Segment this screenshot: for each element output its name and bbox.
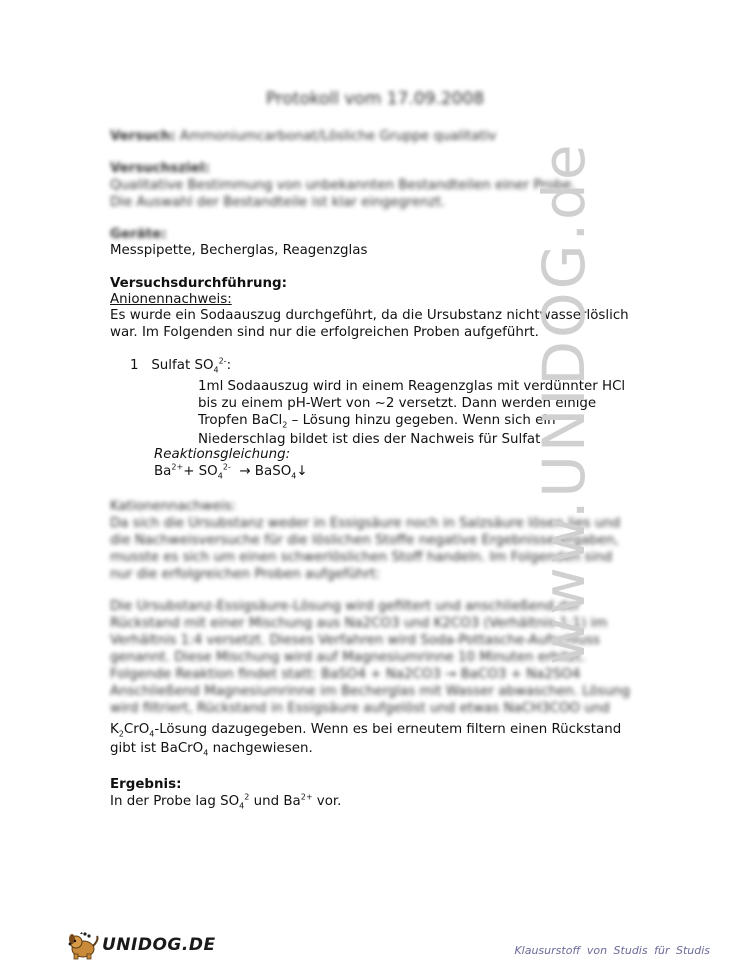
versuchsziel-label: Versuchsziel: bbox=[110, 161, 210, 176]
durchfuehrung-line-1: Es wurde ein Sodaauszug durchgeführt, da die Ursubstanz nichtwasserlöslich bbox=[110, 308, 629, 323]
geraete-text: Messpipette, Becherglas, Reagenzglas bbox=[110, 243, 368, 258]
page-title: Protokoll vom 17.09.2008 bbox=[265, 89, 485, 109]
ergebnis-label: Ergebnis: bbox=[110, 777, 182, 792]
unidog-logo[interactable] bbox=[66, 930, 216, 960]
aufschluss-line-5: Folgende Reaktion findet statt: BaSO4 + Na2CO3 → BaCO3 + Na2SO4 bbox=[110, 667, 581, 682]
versuch-text: Ammoniumcarbonat/Lösliche Gruppe qualitativ bbox=[179, 129, 497, 144]
kationen-line-1: Da sich die Ursubstanz weder in Essigsäure noch in Salzsäure lösen lies und bbox=[110, 516, 621, 531]
kationen-line-3: musste es sich um einen schwerlöslichen Stoff handeln. Im Folgenden sind bbox=[110, 550, 613, 565]
watermark: www.UNIDOG.de bbox=[530, 141, 598, 665]
dog-icon bbox=[66, 930, 100, 960]
aufschluss-clear-line-2: gibt ist BaCrO$_4$ nachgewiesen. bbox=[110, 741, 313, 758]
versuch-label: Versuch: bbox=[110, 129, 176, 144]
sulfat-desc-line-2: bis zu einem pH-Wert von ~2 versetzt. Dann werden einige bbox=[198, 396, 597, 411]
footer-slogan: Klausurstoff von Studis für Studis bbox=[514, 944, 710, 957]
ergebnis-text: In der Probe lag $SO_4^2$ und $Ba^{2+}$ vor. bbox=[110, 792, 342, 811]
aufschluss-clear-line-1: $K_2CrO_4$-Lösung dazugegeben. Wenn es bei erneutem filtern einen Rückstand bbox=[110, 722, 622, 739]
aufschluss-line-1: Die Ursubstanz-Essigsäure-Lösung wird gefiltert und anschließend der bbox=[110, 599, 581, 614]
versuchsziel-line-2: Die Auswahl der Bestandteile ist klar eingegrenzt. bbox=[110, 195, 446, 210]
kationen-line-4: nur die erfolgreichen Proben aufgeführt: bbox=[110, 567, 381, 582]
sulfat-desc-line-4: Niederschlag bildet ist dies der Nachweis für Sulfat. bbox=[198, 432, 545, 447]
versuchsziel-line-1: Qualitative Bestimmung von unbekannten Bestandteilen einer Probe. bbox=[110, 178, 576, 193]
kationen-label: Kationennachweis: bbox=[110, 499, 237, 514]
sulfat-desc-line-3: Tropfen BaCl$_2$ – Lösung hinzu gegeben. Wenn sich ein bbox=[198, 413, 556, 430]
sulfat-heading: 1 Sulfat $SO_4^{2-}$: bbox=[130, 356, 232, 375]
aufschluss-line-3: Verhältnis 1:4 versetzt. Dieses Verfahren wird Soda-Pottasche-Aufschluss bbox=[110, 633, 601, 648]
sulfat-name: Sulfat SO bbox=[151, 358, 214, 373]
durchfuehrung-line-2: war. Im Folgenden sind nur die erfolgreichen Proben aufgeführt. bbox=[110, 325, 539, 340]
aufschluss-line-7: wird filtriert, Rückstand in Essigsäure aufgelöst und etwas NaCH3COO und bbox=[110, 701, 610, 716]
kationen-line-2: die Nachweisversuche für die löslichen Stoffe negative Ergebnisse ergaben, bbox=[110, 533, 619, 548]
logo-text: UNIDOG.DE bbox=[102, 935, 216, 955]
aufschluss-line-6: Anschließend Magnesiumrinne im Becherglas mit Wasser abwaschen. Lösung bbox=[110, 684, 631, 699]
geraete-label: Geräte: bbox=[110, 227, 167, 242]
sulfat-number: 1 bbox=[130, 358, 139, 373]
durchfuehrung-label: Versuchsdurchführung: bbox=[110, 276, 287, 291]
reaktion-equation: $Ba^{2+}+ SO_4^{2-}$ → BaSO$_4$↓ bbox=[154, 462, 308, 481]
reaktion-label: Reaktionsgleichung: bbox=[154, 447, 291, 462]
anionen-label: Anionennachweis: bbox=[110, 292, 232, 307]
aufschluss-line-2: Rückstand mit einer Mischung aus Na2CO3 und K2CO3 (Verhältnis 1:1) im bbox=[110, 616, 608, 631]
aufschluss-line-4: genannt. Diese Mischung wird auf Magnesiumrinne 10 Minuten erhitzt. bbox=[110, 650, 586, 665]
sulfat-desc-line-1: 1ml Sodaauszug wird in einem Reagenzglas mit verdünnter HCl bbox=[198, 379, 626, 394]
